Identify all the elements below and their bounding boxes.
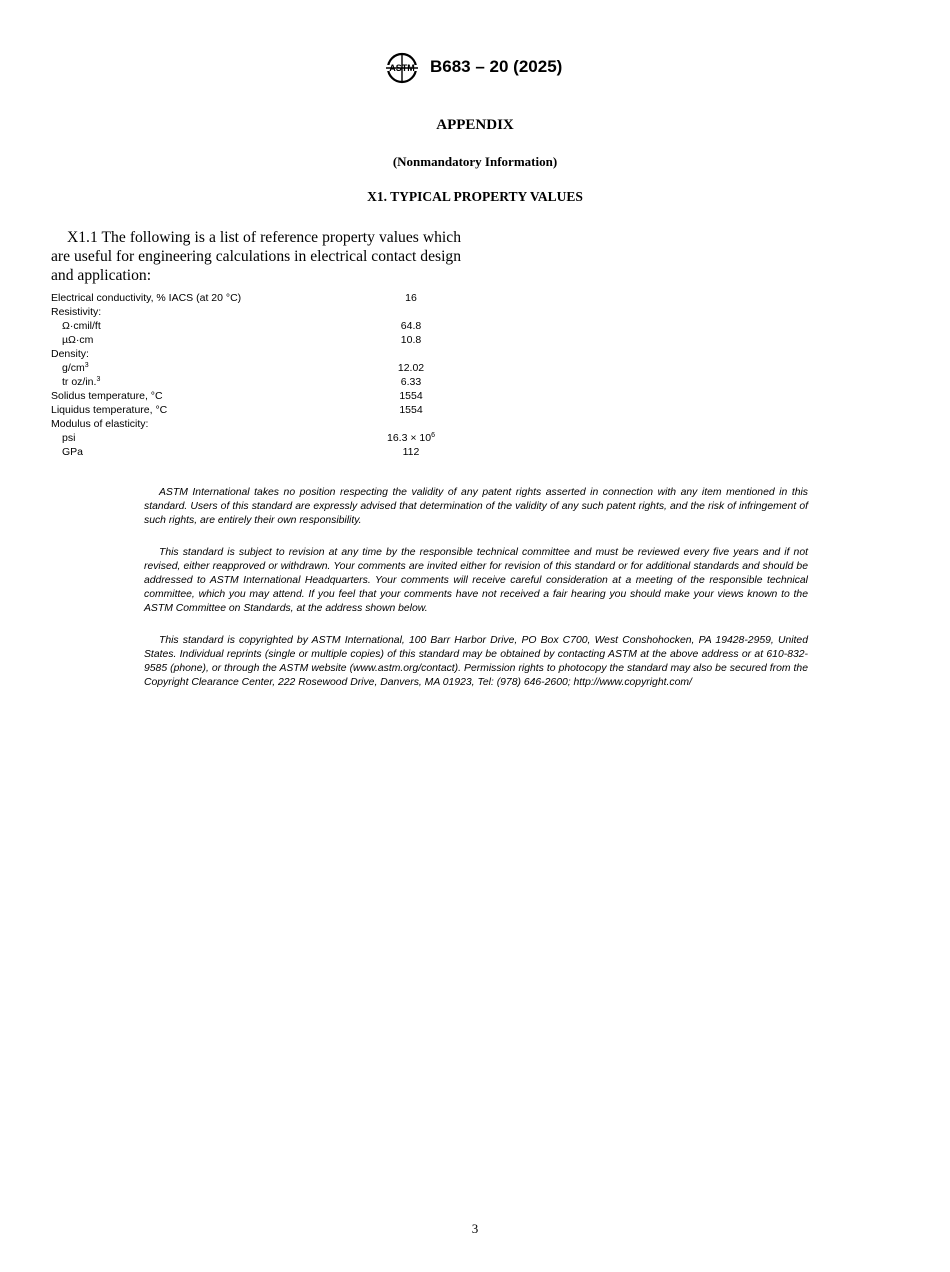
property-label: Liquidus temperature, °C	[51, 404, 168, 416]
property-row	[51, 305, 471, 319]
property-label: Electrical conductivity, % IACS (at 20 °C)	[51, 292, 242, 304]
astm-logo-icon	[384, 52, 420, 84]
appendix-subtitle: (Nonmandatory Information)	[392, 154, 558, 169]
property-row	[51, 347, 471, 361]
property-label: Modulus of elasticity:	[51, 418, 149, 430]
property-value: 10.8	[400, 334, 422, 346]
intro-paragraph: X1.1 The following is a list of reference property values which are useful for engineering calculations in electrical contact design and application:	[51, 229, 461, 284]
property-row	[51, 319, 471, 333]
property-row	[51, 431, 471, 445]
property-row	[51, 445, 471, 459]
property-row	[51, 291, 471, 305]
patent-notice: ASTM International takes no position respecting the validity of any patent rights asserted in connection with any item mentioned in this standard. Users of this standard are expressly advised that determination of the validity of any such patent rights, and the risk of infringement of such rights, are entirely their own responsibility.	[144, 487, 808, 526]
property-table	[51, 291, 471, 459]
superscript: 3	[84, 362, 89, 369]
property-value: 1554	[399, 404, 423, 416]
appendix-title: APPENDIX	[436, 117, 514, 133]
property-value: 112	[402, 446, 420, 458]
property-label: psi	[62, 432, 76, 444]
property-label: Density:	[51, 348, 89, 360]
property-label: $g/cm^3$	[62, 362, 89, 374]
property-row	[51, 375, 471, 389]
property-row	[51, 333, 471, 347]
property-label: Ω·cmil/ft	[62, 320, 101, 332]
property-label: tr oz/in.$^3$	[62, 376, 101, 388]
standard-designation: B683 – 20 (2025)	[430, 57, 563, 76]
page-header	[0, 52, 950, 84]
property-row	[51, 403, 471, 417]
property-value: 12.02	[397, 362, 425, 374]
superscript: 3	[96, 376, 101, 383]
property-value: 16	[405, 292, 417, 304]
property-row	[51, 361, 471, 375]
superscript: 6	[431, 432, 435, 439]
property-value: 6.33	[400, 376, 422, 388]
property-value: $16.3 \times 10^6$	[387, 432, 435, 444]
property-value: 1554	[399, 390, 423, 402]
copyright-notice: This standard is copyrighted by ASTM International, 100 Barr Harbor Drive, PO Box C700, West Conshohocken, PA 19428-2959, United States. Individual reprints (single or multiple copies) of this standard may be obtained by contacting ASTM at the above address or at 610-832-9585 (phone), or through the ASTM website (www.astm.org/contact). Permission rights to photocopy the standard may also be secured from the Copyright Clearance Center, 222 Rosewood Drive, Danvers, MA 01923, Tel: (978) 646-2600; http://www.copyright.com/	[144, 635, 808, 688]
property-value: 64.8	[400, 320, 422, 332]
property-label: Solidus temperature, °C	[51, 390, 163, 402]
page-number: 3	[471, 1221, 479, 1236]
revision-notice: This standard is subject to revision at any time by the responsible technical committee and must be reviewed every five years and if not revised, either reapproved or withdrawn. Your comments are invited either for revision of this standard or for additional standards and should be addressed to ASTM International Headquarters. Your comments will receive careful consideration at a meeting of the responsible technical committee, which you may attend. If you feel that your comments have not received a fair hearing you should make your views known to the ASTM Committee on Standards, at the address shown below.	[144, 547, 808, 614]
property-label: Resistivity:	[51, 306, 102, 318]
property-row	[51, 389, 471, 403]
astm-logo-text: ASTM	[389, 63, 415, 73]
section-title: X1. TYPICAL PROPERTY VALUES	[367, 189, 583, 204]
property-label: GPa	[62, 446, 84, 458]
property-row	[51, 417, 471, 431]
property-label: µΩ·cm	[62, 334, 94, 346]
